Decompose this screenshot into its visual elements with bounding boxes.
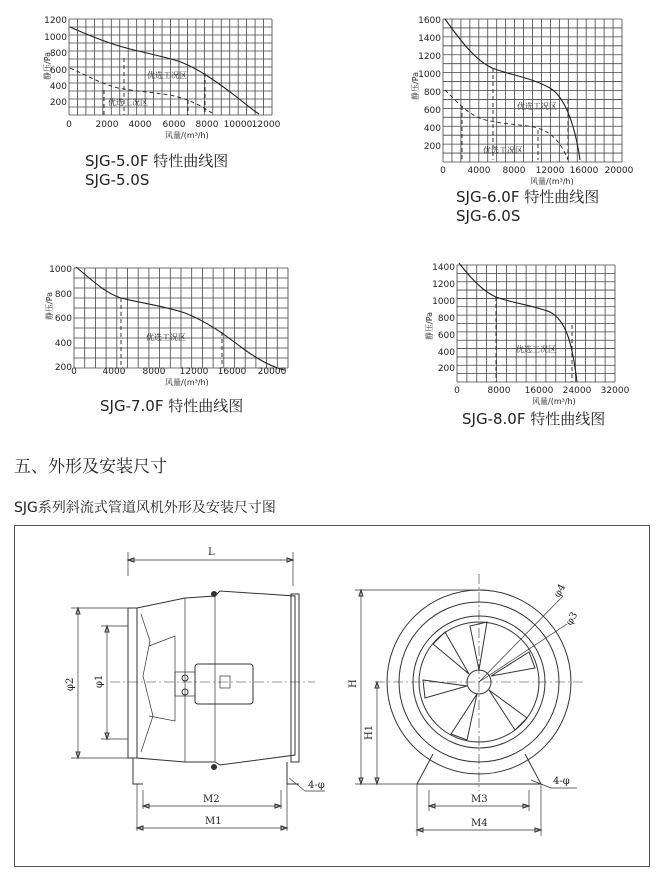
y-tick: 1200	[432, 280, 455, 290]
x-axis-label: 风量/(m³/h)	[532, 397, 576, 406]
x-tick: 16000	[524, 386, 554, 396]
y-tick: 1000	[44, 33, 67, 43]
figure-title: SJG系列斜流式管道风机外形及安装尺寸图	[14, 500, 276, 516]
y-axis-label: 静压/Pa	[43, 51, 52, 80]
chart-sjg-8	[400, 240, 666, 405]
x-tick: 4000	[128, 120, 152, 130]
chart-sjg-8-grid	[457, 265, 615, 382]
pressure-curve	[76, 267, 285, 370]
dim-label-phi3: φ3	[564, 610, 581, 628]
dim-label-H1: H1	[364, 724, 375, 740]
x-tick: 20000	[604, 166, 634, 176]
dim-label-holes-left: 4-φ	[308, 780, 325, 791]
optimal-zone-label: 优选工况区	[146, 333, 186, 342]
chart-sjg-8-caption: SJG-8.0F 特性曲线图	[462, 410, 606, 428]
y-tick: 800	[49, 49, 67, 59]
dim-label-M2: M2	[203, 794, 220, 805]
optimal-zone-label: 优选工况区	[483, 146, 523, 155]
optimal-zone-label: 优选工况区	[516, 345, 556, 354]
x-tick: 2000	[95, 120, 119, 130]
y-tick: 400	[423, 124, 441, 134]
y-tick: 600	[54, 314, 72, 324]
x-tick: 20000	[257, 367, 287, 377]
y-tick: 1000	[432, 297, 455, 307]
y-tick: 600	[437, 331, 455, 341]
x-tick: 0	[454, 386, 460, 396]
x-tick: 4000	[102, 367, 126, 377]
chart-sjg-8-svg	[400, 240, 666, 405]
x-tick: 12000	[251, 120, 281, 130]
x-tick: 24000	[562, 386, 592, 396]
y-tick: 800	[54, 290, 72, 300]
y-tick: 400	[437, 348, 455, 358]
dim-label-phi1: φ1	[94, 674, 105, 688]
chart-sjg-5-svg	[0, 0, 290, 150]
dim-label-H: H	[348, 679, 359, 688]
dim-label-M1: M1	[205, 816, 222, 827]
x-tick: 8000	[142, 367, 166, 377]
y-tick: 1400	[418, 34, 441, 44]
y-tick: 200	[49, 98, 67, 108]
x-axis-label: 风量/(m³/h)	[165, 131, 209, 140]
chart-sjg-7-grid	[74, 268, 288, 368]
fan-side-view	[65, 547, 325, 831]
chart-sjg-6-svg	[400, 0, 666, 186]
chart-sjg-6	[400, 0, 666, 186]
y-tick: 800	[437, 314, 455, 324]
x-tick: 8000	[195, 120, 219, 130]
chart-sjg-6-grid	[443, 19, 622, 162]
y-tick: 600	[49, 66, 67, 76]
y-tick: 200	[54, 363, 72, 373]
section-heading: 五、外形及安装尺寸	[14, 457, 167, 477]
y-axis-label: 静压/Pa	[425, 311, 434, 340]
optimal-zone-label: 优选工况区	[517, 102, 557, 111]
y-tick: 400	[54, 339, 72, 349]
x-tick: 0	[71, 367, 77, 377]
dim-label-holes-right: 4-φ	[553, 776, 570, 787]
x-tick: 0	[440, 166, 446, 176]
y-tick: 1000	[418, 70, 441, 80]
chart-sjg-5	[0, 0, 290, 150]
x-tick: 8000	[502, 166, 526, 176]
x-tick: 32000	[600, 386, 630, 396]
y-tick: 1000	[49, 265, 72, 275]
y-tick: 1200	[44, 16, 67, 26]
dim-label-phi2: φ2	[65, 677, 76, 691]
y-axis-label: 静压/Pa	[411, 71, 420, 100]
x-tick: 16000	[569, 166, 599, 176]
dimension-drawing	[14, 525, 650, 867]
y-tick: 1600	[418, 16, 441, 26]
y-tick: 600	[423, 106, 441, 116]
x-tick: 12000	[535, 166, 565, 176]
x-tick: 0	[66, 120, 72, 130]
fan-front-view	[348, 574, 583, 836]
y-tick: 1400	[432, 263, 455, 273]
dim-label-phi4: φ4	[552, 582, 569, 600]
y-axis-label: 静压/Pa	[45, 291, 54, 320]
y-tick: 1200	[418, 52, 441, 62]
x-tick: 12000	[179, 367, 209, 377]
chart-sjg-7-caption: SJG-7.0F 特性曲线图	[100, 397, 244, 415]
y-tick: 400	[49, 82, 67, 92]
x-tick: 16000	[217, 367, 247, 377]
dim-label-M3: M3	[471, 794, 488, 805]
x-tick: 8000	[487, 386, 511, 396]
optimal-zone-label: 优选工况区	[147, 71, 187, 80]
y-tick: 200	[423, 142, 441, 152]
x-tick: 4000	[467, 166, 491, 176]
x-axis-label: 风量/(m³/h)	[165, 378, 209, 387]
x-axis-label: 风量/(m³/h)	[530, 177, 574, 186]
chart-sjg-7-svg	[0, 240, 300, 395]
chart-sjg-6-caption: SJG-6.0F 特性曲线图 SJG-6.0S	[456, 188, 600, 225]
dim-label-L: L	[208, 547, 215, 558]
dimension-drawing-svg	[15, 526, 648, 865]
x-tick: 10000	[223, 120, 253, 130]
y-tick: 200	[437, 364, 455, 374]
chart-sjg-5-caption: SJG-5.0F 特性曲线图 SJG-5.0S	[85, 152, 229, 189]
y-tick: 800	[423, 88, 441, 98]
dim-label-M4: M4	[471, 818, 488, 829]
optimal-zone-label: 优选工况区	[108, 98, 148, 107]
x-tick: 6000	[162, 120, 186, 130]
chart-sjg-7	[0, 240, 300, 395]
